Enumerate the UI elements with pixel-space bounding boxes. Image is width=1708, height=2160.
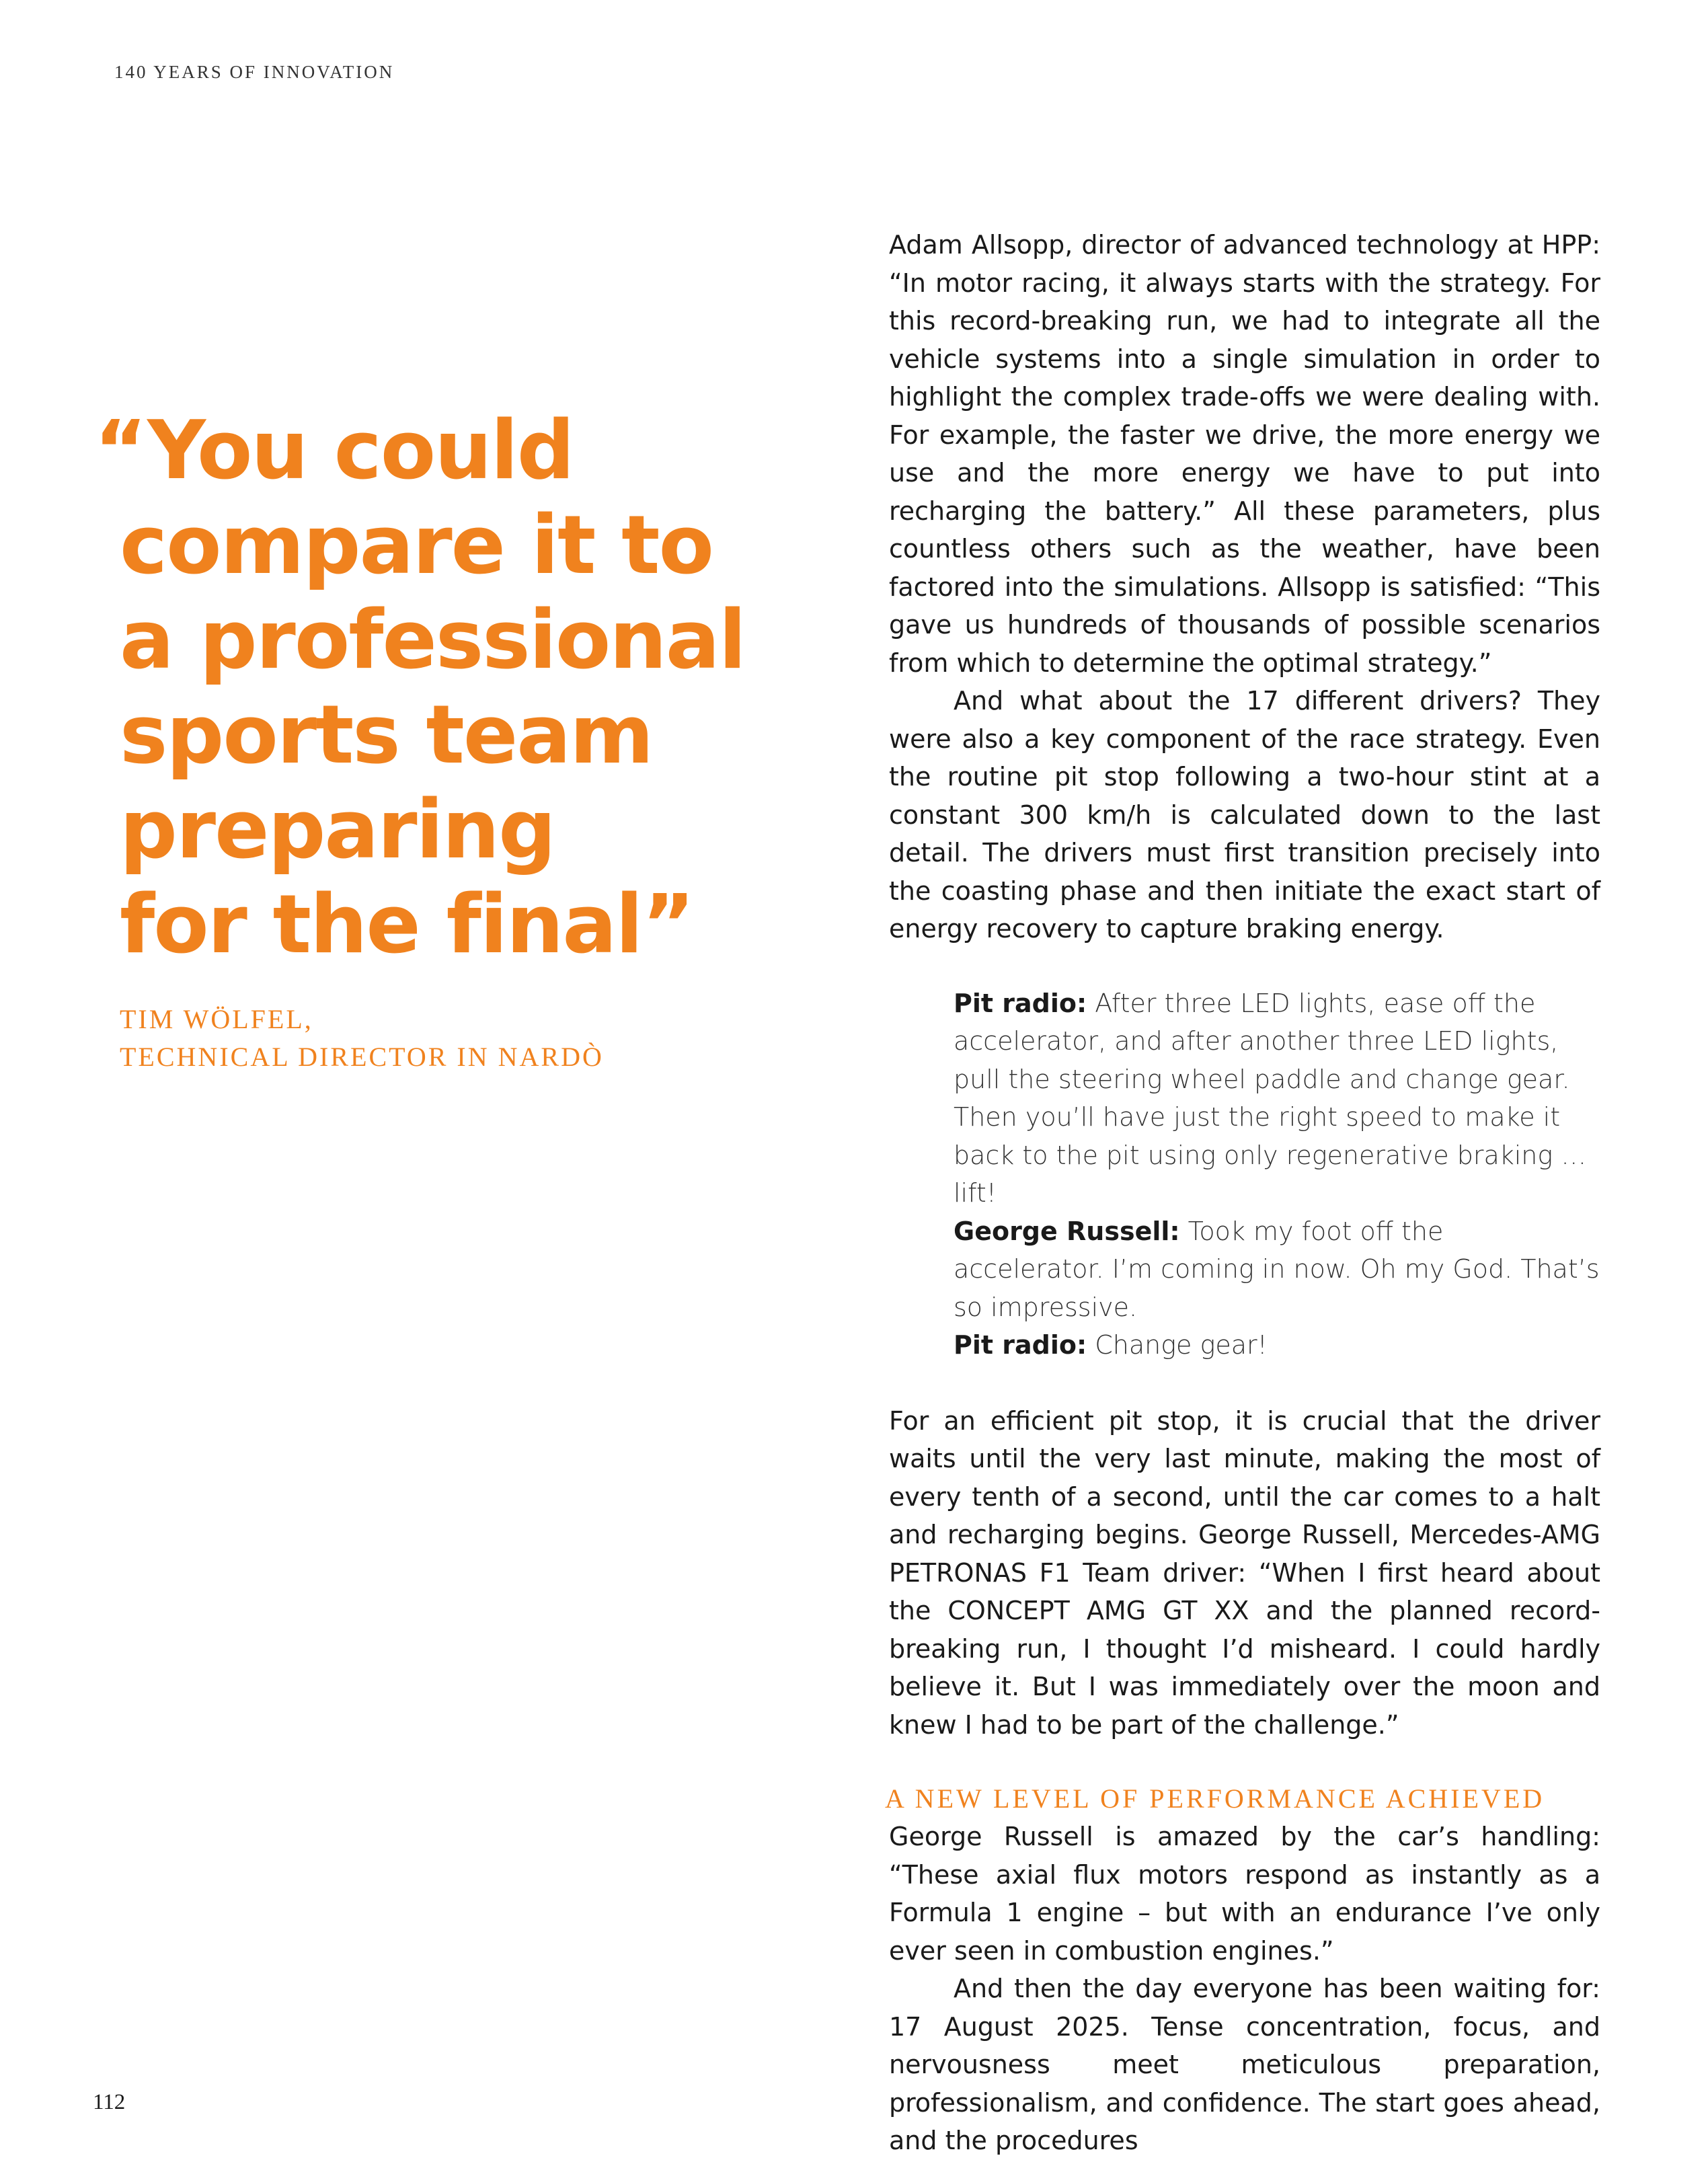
radio-dialogue xyxy=(954,985,1600,1364)
body-paragraph: And what about the 17 different drivers? They were also a key component of the race strategy. Even the routine pit stop following a two-hour stint at a constant 300 km/h is calculated down to the last detail. The drivers must first transition precisely into the coasting phase and then initiate the exact start of energy recovery to capture braking energy. xyxy=(889,686,1600,943)
dialogue-speaker: George Russell: xyxy=(954,1216,1180,1246)
dialogue-line xyxy=(954,1326,1600,1364)
body-paragraph: And then the day everyone has been waiting for: 17 August 2025. Tense concentration, focus, and nervousness meet meticulous preparation, professionalism, and confidence. The start goes ahead, and the procedures xyxy=(889,1974,1600,2155)
article-body xyxy=(885,226,1600,2160)
body-paragraph: For an efficient pit stop, it is crucial that the driver waits until the very last minute, making the most of every tenth of a second, until the car comes to a halt and recharging begins. George Russell, Mercedes-AMG PETRONAS F1 Team driver: “When I first heard about the CONCEPT AMG GT XX and the planned record-breaking run, I thought I’d misheard. I could hardly believe it. But I was immediately over the moon and knew I had to be part of the challenge.” xyxy=(889,1405,1600,1740)
dialogue-line xyxy=(954,985,1600,1212)
dialogue-speaker: Pit radio: xyxy=(954,988,1087,1018)
running-head: 140 YEARS OF INNOVATION xyxy=(114,62,395,82)
pull-quote-line: a professional xyxy=(120,594,745,687)
section-subheading: A NEW LEVEL OF PERFORMANCE ACHIEVED xyxy=(885,1783,1545,1814)
dialogue-line xyxy=(954,1212,1600,1327)
pull-quote-line: preparing xyxy=(120,783,555,877)
pull-quote-line: “You could xyxy=(94,404,574,498)
pull-quote xyxy=(94,403,745,972)
dialogue-text: Change gear! xyxy=(1087,1330,1268,1360)
body-paragraph: George Russell is amazed by the car’s handling: “These axial flux motors respond as instantly as a Formula 1 engine – but with an endurance I’ve only ever seen in combustion engines.” xyxy=(889,1822,1600,1966)
pull-quote-line: for the final” xyxy=(120,878,694,972)
dialogue-speaker: Pit radio: xyxy=(954,1330,1087,1360)
attribution-role: TECHNICAL DIRECTOR IN NARDÒ xyxy=(120,1042,604,1072)
page-number: 112 xyxy=(93,2090,126,2114)
attribution-name: TIM WÖLFEL, xyxy=(120,1004,313,1034)
pull-quote-line: compare it to xyxy=(120,499,713,592)
pull-quote-line: sports team xyxy=(120,689,653,782)
dialogue-text: After three LED lights, ease off the accelerator, and after another three LED lights, pull the steering wheel paddle and change gear. Then you’ll have just the right speed to make it back to the pit using only regenerative braking … lift! xyxy=(954,988,1587,1208)
dialogue-text: Took my foot off the accelerator. I’m coming in now. Oh my God. That’s so impressive. xyxy=(954,1216,1600,1322)
quote-attribution xyxy=(120,1001,604,1076)
body-paragraph: Adam Allsopp, director of advanced technology at HPP: “In motor racing, it always starts with the strategy. For this record-breaking run, we had to integrate all the vehicle systems into a single simulation in order to highlight the complex trade-offs we were dealing with. For example, the faster we drive, the more energy we use and the more energy we have to put into recharging the battery.” All these parameters, plus countless others such as the weather, have been factored into the simulations. Allsopp is satisfied: “This gave us hundreds of thousands of possible scenarios from which to determine the optimal strategy.” xyxy=(889,230,1600,678)
